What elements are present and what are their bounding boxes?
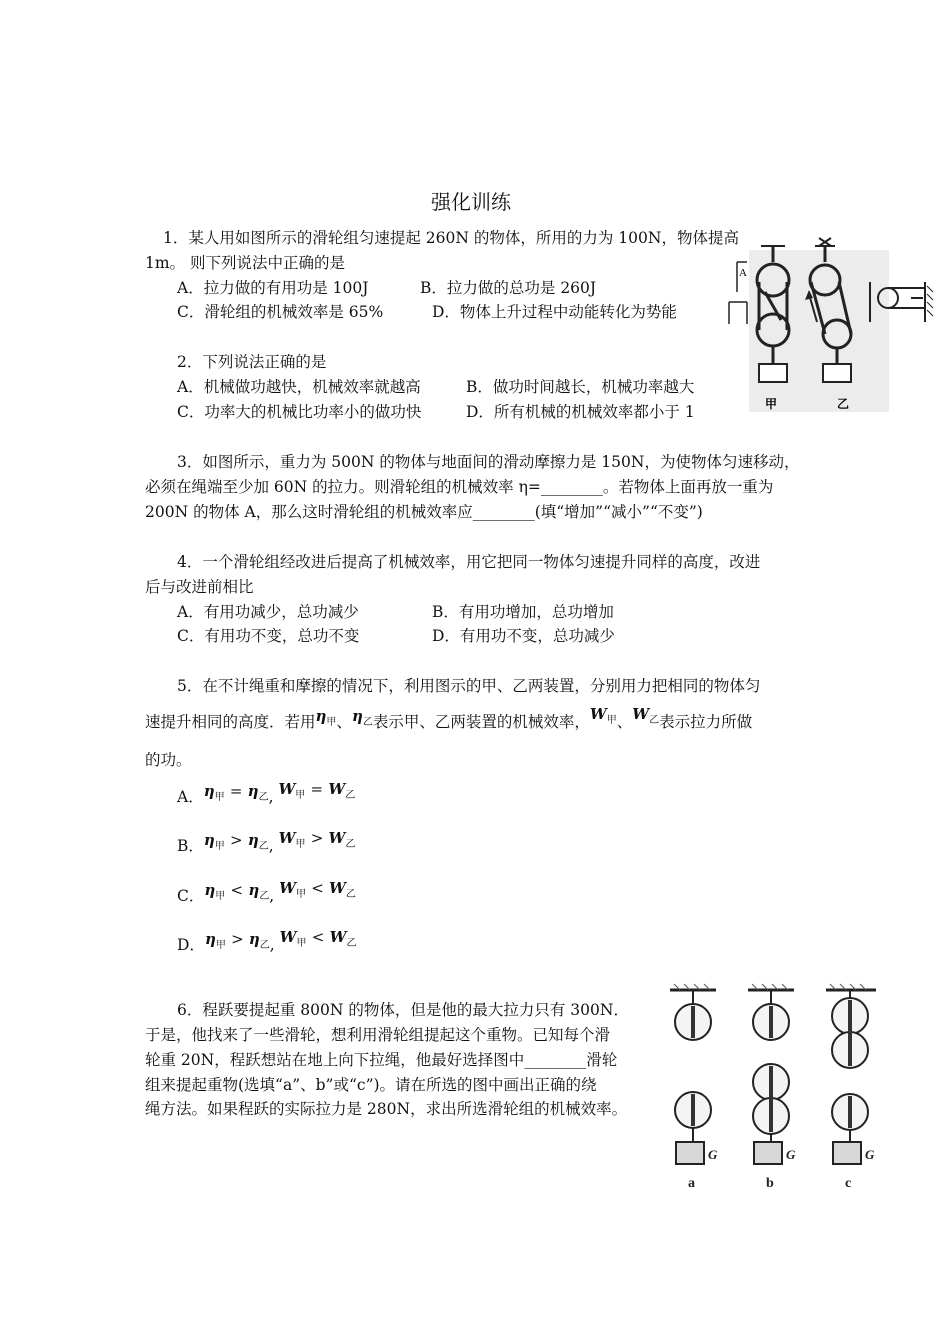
eta-yi-symbol: $\eta_乙$ xyxy=(351,707,373,728)
pulley-figure-abc xyxy=(668,982,888,1192)
q1-option-d: D．物体上升过程中动能转化为势能 xyxy=(432,303,677,321)
page-title: 强化训练 xyxy=(431,190,511,214)
fig1-label-a: A xyxy=(739,267,747,279)
q5-line3: 的功。 xyxy=(145,751,192,769)
q5-sep1: 、 xyxy=(336,713,352,731)
q5-line2-text-b: 表示甲、乙两装置的机械效率， xyxy=(372,713,590,731)
q6-line4: 组来提起重物(选填“a”、b”或“c”)。请在所选的图中画出正确的绕 xyxy=(145,1076,597,1094)
fig6-label-a: a xyxy=(688,1176,695,1191)
q5-option-c: C．$\eta_甲 < \eta_乙$, $W_甲 < W_乙$ xyxy=(177,879,356,905)
q2-option-c: C．功率大的机械比功率小的做功快 xyxy=(177,403,422,421)
q3-line2: 必须在绳端至少加 60N 的拉力。则滑轮组的机械效率 η=________。若物体上面再放一重为 xyxy=(145,478,774,496)
q5-option-d: D．$\eta_甲 > \eta_乙$, $W_甲 < W_乙$ xyxy=(177,928,357,954)
q6-line1: 6．程跃要提起重 800N 的物体，但是他的最大拉力只有 300N． xyxy=(177,1001,629,1019)
q4-line2: 后与改进前相比 xyxy=(145,578,254,596)
fig6-label-g-a: G xyxy=(708,1147,718,1162)
q5-line2-text-c: 表示拉力所做 xyxy=(659,713,753,731)
q1-option-b: B．拉力做的总功是 260J xyxy=(420,279,597,297)
fig6-label-c: c xyxy=(845,1176,852,1191)
q6-line2: 于是，他找来了一些滑轮，想利用滑轮组提起这个重物。已知每个滑 xyxy=(145,1026,611,1044)
fig6-label-g-b: G xyxy=(786,1147,796,1162)
q5-line2-text-a: 速提升相同的高度．若用 xyxy=(145,713,316,731)
q5-option-a: A．$\eta_甲 = \eta_乙$, $W_甲 = W_乙$ xyxy=(177,780,356,806)
q2-option-d: D．所有机械的机械效率都小于 1 xyxy=(466,403,695,421)
q6-line3: 轮重 20N，程跃想站在地上向下拉绳，他最好选择图中________滑轮 xyxy=(145,1051,618,1069)
q4-option-a: A．有用功减少，总功减少 xyxy=(177,603,359,621)
q4-line1: 4．一个滑轮组经改进后提高了机械效率，用它把同一物体匀速提升同样的高度，改进 xyxy=(177,553,761,571)
q2-option-b: B．做功时间越长，机械功率越大 xyxy=(466,378,695,396)
q1-option-a: A．拉力做的有用功是 100J xyxy=(177,279,369,297)
pulley-figure-jia-yi xyxy=(725,232,935,412)
q4-option-d: D．有用功不变，总功减少 xyxy=(432,627,615,645)
q5-option-b: B．$\eta_甲 > \eta_乙$, $W_甲 > W_乙$ xyxy=(177,829,356,855)
q3-line3: 200N 的物体 A，那么这时滑轮组的机械效率应________(填“增加”“减小”“不变”) xyxy=(145,503,703,521)
w-jia-symbol: $W_甲$ xyxy=(589,705,617,726)
q5-line2 xyxy=(145,705,753,741)
fig1-label-jia: 甲 xyxy=(765,397,778,411)
q4-option-c: C．有用功不变，总功不变 xyxy=(177,627,360,645)
q2-option-a: A．机械做功越快，机械效率就越高 xyxy=(177,378,421,396)
q3-line1: 3．如图所示，重力为 500N 的物体与地面间的滑动摩擦力是 150N，为使物体匀速移动， xyxy=(177,453,800,471)
q5-line1: 5．在不计绳重和摩擦的情况下，利用图示的甲、乙两装置，分别用力把相同的物体匀 xyxy=(177,677,761,695)
q1-option-c: C．滑轮组的机械效率是 65% xyxy=(177,303,384,321)
w-yi-symbol: $W_乙$ xyxy=(632,705,660,726)
fig6-label-g-c: G xyxy=(865,1147,875,1162)
q2-stem: 2．下列说法正确的是 xyxy=(177,353,327,371)
fig6-label-b: b xyxy=(766,1176,774,1191)
eta-jia-symbol: $\eta_甲$ xyxy=(315,707,337,728)
q6-line5: 绳方法。如果程跃的实际拉力是 280N，求出所选滑轮组的机械效率。 xyxy=(145,1100,628,1118)
q4-option-b: B．有用功增加，总功增加 xyxy=(432,603,614,621)
q1-line1: 1．某人用如图所示的滑轮组匀速提起 260N 的物体，所用的力为 100N，物体提高 xyxy=(163,229,739,247)
q5-sep2: 、 xyxy=(616,713,633,731)
q1-line2: 1m。 则下列说法中正确的是 xyxy=(145,254,345,272)
fig1-label-yi: 乙 xyxy=(837,397,850,411)
